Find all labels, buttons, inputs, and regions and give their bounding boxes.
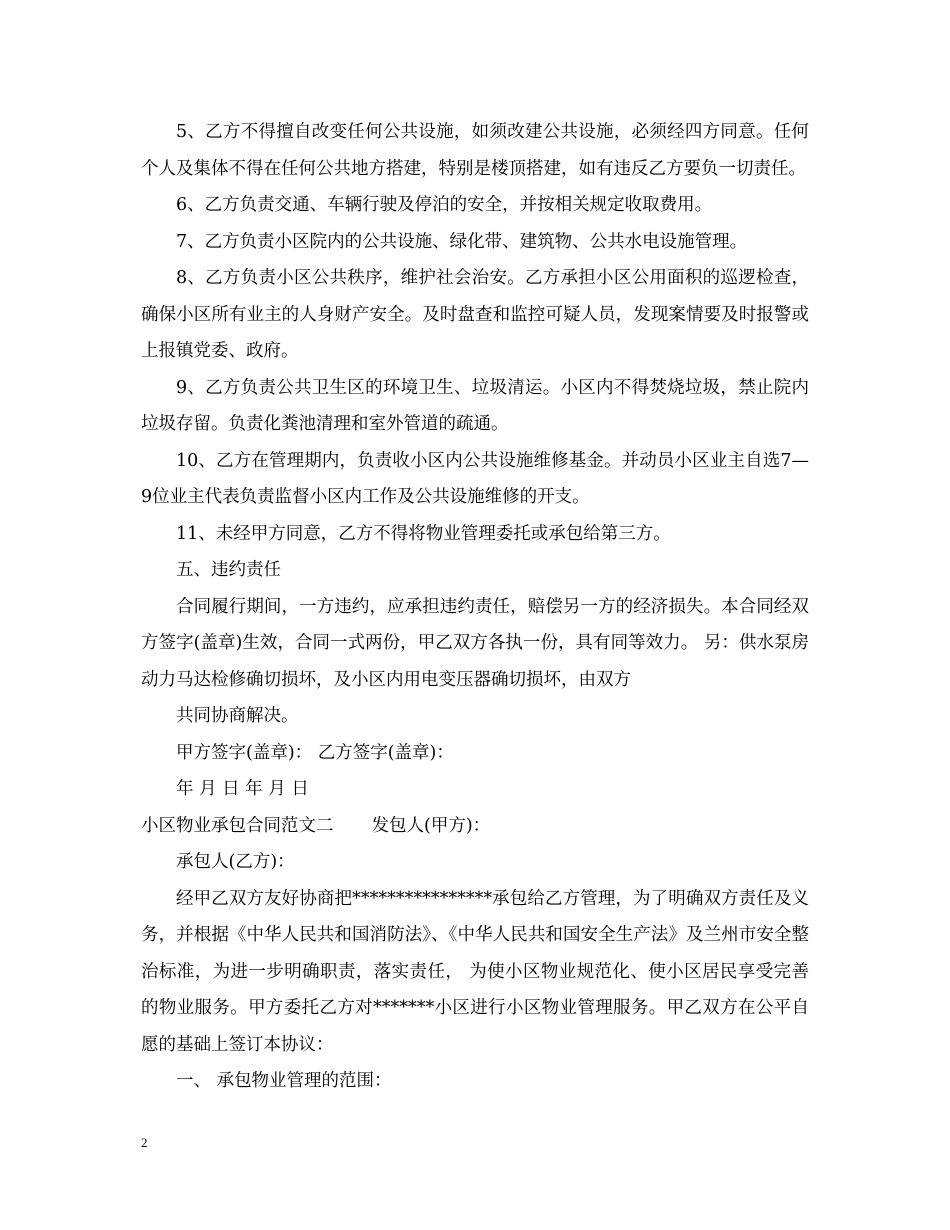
clause-9: 9、乙方负责公共卫生区的环境卫生、垃圾清运。小区内不得焚烧垃圾，禁止院内垃圾存留。负责化粪池清理和室外管道的疏通。 bbox=[141, 377, 809, 434]
party-b-label: 承包人(乙方)： bbox=[176, 852, 295, 872]
clause-6: 6、乙方负责交通、车辆行驶及停泊的安全，并按相关规定收取费用。 bbox=[176, 195, 713, 215]
document-body bbox=[141, 114, 809, 1100]
clause-10: 10、乙方在管理期内，负责收小区内公共设施维修基金。并动员小区业主自选7—9位业主代表负责监督小区内工作及公共设施维修的开支。 bbox=[141, 450, 809, 507]
breach-paragraph-continued: 共同协商解决。 bbox=[176, 706, 299, 726]
clause-7: 7、乙方负责小区院内的公共设施、绿化带、建筑物、公共水电设施管理。 bbox=[176, 231, 748, 252]
second-contract-title: 小区物业承包合同范文二 bbox=[141, 815, 334, 836]
page-number: 2 bbox=[141, 1135, 148, 1150]
clause-8: 8、乙方负责小区公共秩序，维护社会治安。乙方承担小区公用面积的巡逻检查，确保小区所有业主的人身财产安全。及时盘查和监控可疑人员，发现案情要及时报警或上报镇党委、政府。 bbox=[141, 268, 809, 361]
section-heading-scope: 一、 承包物业管理的范围： bbox=[176, 1071, 392, 1091]
party-a-label: 发包人(甲方)： bbox=[371, 815, 491, 836]
signature-line: 甲方签字(盖章)： 乙方签字(盖章)： bbox=[176, 742, 454, 763]
date-line: 年 月 日 年 月 日 bbox=[176, 779, 309, 799]
clause-11: 11、未经甲方同意，乙方不得将物业管理委托或承包给第三方。 bbox=[176, 523, 671, 544]
second-contract-intro: 经甲乙双方友好协商把****************承包给乙方管理，为了明确双方责任及义务，并根据《中华人民共和国消防法》、《中华人民共和国安全生产法》及兰州市安全整治标准，为进一步明确职责，落实责任， 为使小区物业规范化、使小区居民享受完善的物业服务。甲方委托乙方对*******小区进行小区物业管理服务。甲乙双方在公平自愿的基础上签订本协议： bbox=[141, 888, 809, 1055]
breach-paragraph: 合同履行期间，一方违约，应承担违约责任，赔偿另一方的经济损失。本合同经双方签字(盖章)生效，合同一式两份，甲乙双方各执一份，具有同等效力。 另：供水泵房动力马达检修确切损坏，及小区内用电变压器确切损坏，由双方 bbox=[141, 596, 809, 690]
clause-5: 5、乙方不得擅自改变任何公共设施，如须改建公共设施，必须经四方同意。任何个人及集体不得在任何公共地方搭建，特别是楼顶搭建，如有违反乙方要负一切责任。 bbox=[141, 122, 809, 179]
second-contract-header bbox=[141, 808, 809, 845]
section-heading-breach: 五、违约责任 bbox=[176, 560, 281, 580]
